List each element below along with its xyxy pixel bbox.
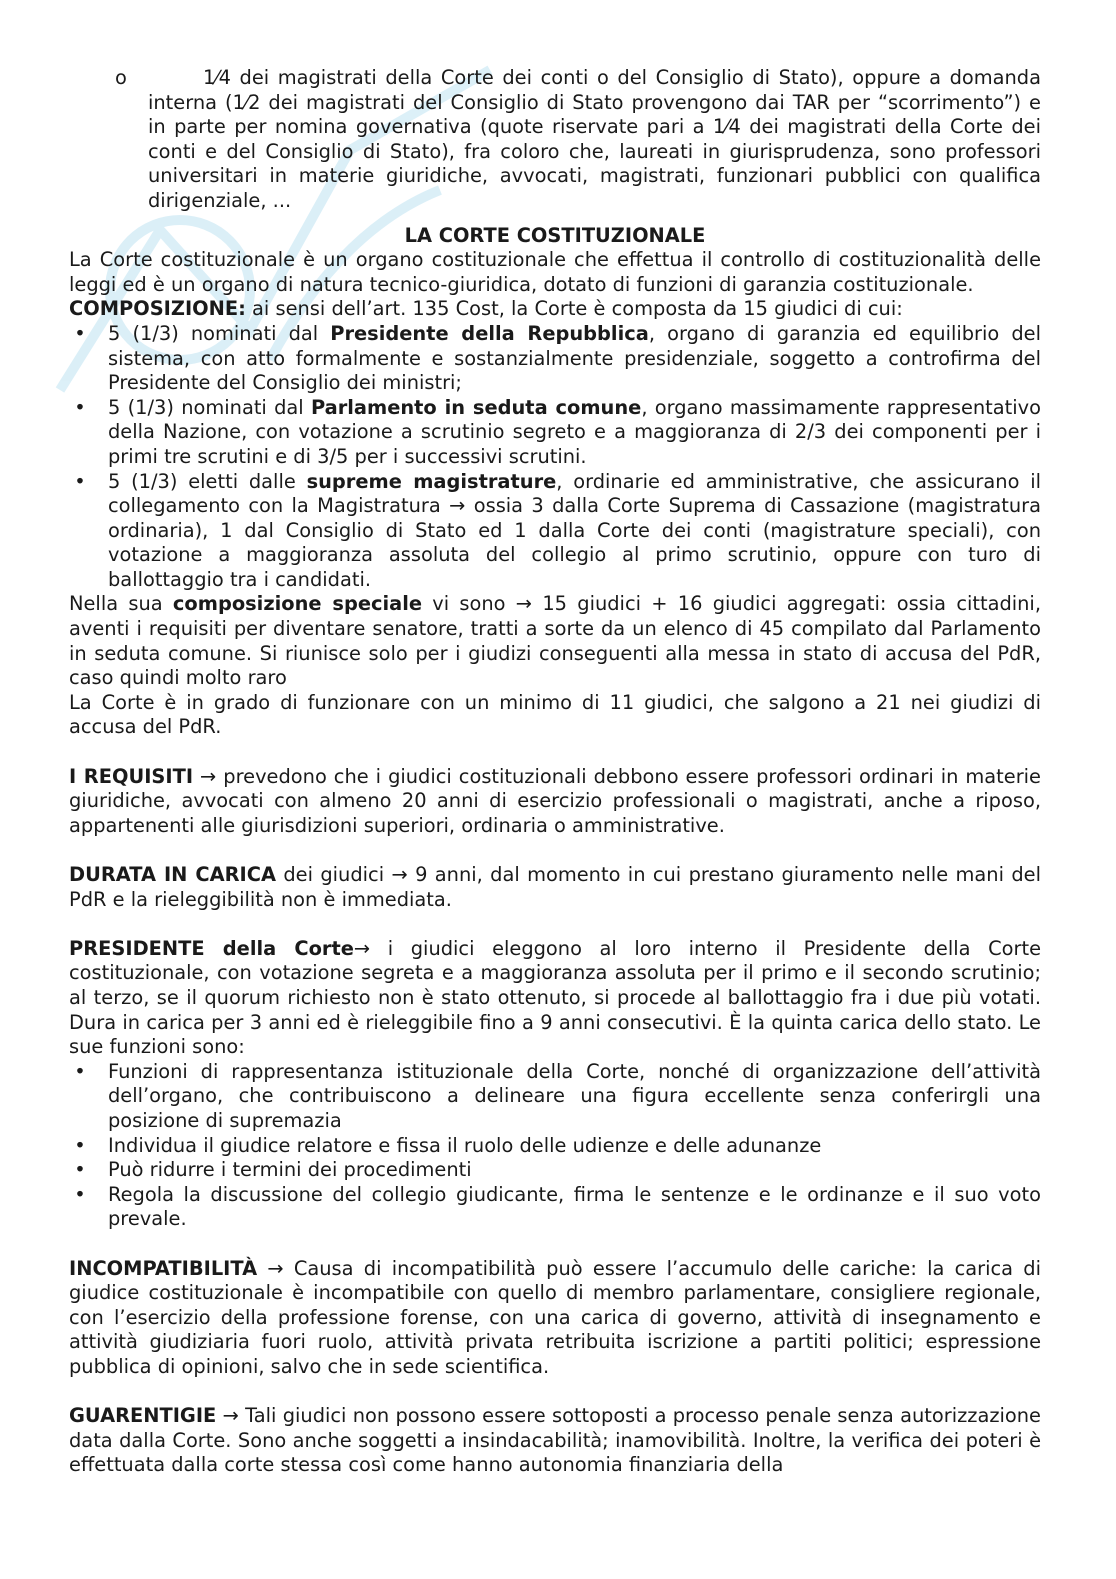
presidente-label: PRESIDENTE della Corte xyxy=(69,936,354,960)
list-item: • Funzioni di rappresentanza istituzionale della Corte, nonché di organizzazione dell’attività dell’organo, che contribuiscono a delineare una figura eccellente senza conferirgli una posizione di supremazia xyxy=(74,1059,1041,1132)
bullet-icon: • xyxy=(74,1133,86,1157)
intro-list-item xyxy=(69,66,1041,214)
bullet-icon: • xyxy=(74,1158,86,1182)
composizione-list xyxy=(69,322,1041,593)
guarentigie-label: GUARENTIGIE xyxy=(69,1404,217,1428)
bullet-icon: • xyxy=(74,469,86,493)
list-item: • Regola la discussione del collegio giudicante, firma le sentenze e le ordinanze e il suo voto prevale. xyxy=(74,1182,1041,1231)
bullet-icon: • xyxy=(74,1182,86,1206)
bullet-icon: • xyxy=(74,1059,86,1083)
document-page xyxy=(69,66,1041,1478)
composizione-text: ai sensi dell’art. 135 Cost, la Corte è composta da 15 giudici di cui: xyxy=(245,297,903,321)
section-title: LA CORTE COSTITUZIONALE xyxy=(404,223,706,247)
bullet-icon: • xyxy=(74,321,86,345)
composizione-label: COMPOSIZIONE: xyxy=(69,297,246,321)
funzionamento-paragraph: La Corte è in grado di funzionare con un minimo di 11 giudici, che salgono a 21 nei giudizi di accusa del PdR. xyxy=(69,690,1041,739)
intro-item-text: 1⁄4 dei magistrati della Corte dei conti o del Consiglio di Stato), oppure a domanda interna (1⁄2 dei magistrati del Consiglio di Stato provengono dai TAR per “scorrimento”) e in parte per nomina governativa (quote riservate pari a 1⁄4 dei magistrati della Corte dei conti e del Consiglio di Stato), fra coloro che, laureati in giurisprudenza, sono professori universitari in materie giuridiche, avvocati, magistrati, funzionari pubblici con qualifica dirigenziale, ... xyxy=(148,66,1041,212)
list-item: • Può ridurre i termini dei procedimenti xyxy=(74,1158,472,1182)
presidente-paragraph: PRESIDENTE della Corte→ i giudici eleggono al loro interno il Presidente della Corte costituzionale, con votazione segreta e a maggioranza assoluta per il primo e il secondo scrutinio; al terzo, se il quorum richiesto non è stato ottenuto, si procede al ballottaggio fra i due più votati. Dura in carica per 3 anni ed è rieleggibile fino a 9 anni consecutivi. È la quinta carica dello stato. Le sue funzioni sono: xyxy=(69,936,1041,1059)
list-item: • 5 (1/3) eletti dalle supreme magistrature, ordinarie ed amministrative, che assicurano il collegamento con la Magistratura → ossia 3 dalla Corte Suprema di Cassazione (magistratura ordinaria), 1 dal Consiglio di Stato ed 1 dalla Corte dei conti (magistrature speciali), con votazione a maggioranza assoluta del collegio al primo scrutinio, oppure con turo di ballottaggio tra i candidati. xyxy=(74,469,1041,591)
presidente-functions-list xyxy=(69,1060,1041,1232)
list-item: • 5 (1/3) nominati dal Parlamento in seduta comune, organo massimamente rappresentativo della Nazione, con votazione a scrutinio segreto e a maggioranza di 2/3 dei componenti per i primi tre scrutini e di 3/5 per i successivi scrutini. xyxy=(74,395,1041,468)
guarentigie-paragraph: GUARENTIGIE → Tali giudici non possono essere sottoposti a processo penale senza autorizzazione data dalla Corte. Sono anche soggetti a insindacabilità; inamovibilità. Inoltre, la verifica dei poteri è effettuata dalla corte stessa così come hanno autonomia finanziaria della xyxy=(69,1404,1041,1477)
list-item: • Individua il giudice relatore e fissa il ruolo delle udienze e delle adunanze xyxy=(74,1133,822,1157)
list-marker: o xyxy=(115,66,127,89)
incompatibilita-paragraph: INCOMPATIBILITÀ → Causa di incompatibilità può essere l’accumulo delle cariche: la carica di giudice costituzionale è incompatibile con quello di membro parlamentare, consigliere regionale, con l’esercizio della professione forense, con una carica di governo, attività di insegnamento e attività giudiziaria fuori ruolo, attività privata retribuita iscrizione a partiti politici; espressione pubblica di opinioni, salvo che in sede scientifica. xyxy=(69,1256,1041,1378)
bullet-icon: • xyxy=(74,395,86,419)
requisiti-paragraph: I REQUISITI → prevedono che i giudici costituzionali debbono essere professori ordinari in materie giuridiche, avvocati con almeno 20 anni di esercizio professionali o magistrati, anche a riposo, appartenenti alle giurisdizioni superiori, ordinaria o amministrative. xyxy=(69,764,1041,837)
list-item: • 5 (1/3) nominati dal Presidente della Repubblica, organo di garanzia ed equilibrio del sistema, con atto formalmente e sostanzialmente presidenziale, soggetto a controfirma del Presidente del Consiglio dei ministri; xyxy=(74,321,1041,395)
speciale-paragraph: Nella sua composizione speciale vi sono → 15 giudici + 16 giudici aggregati: ossia cittadini, aventi i requisiti per diventare senatore, tratti a sorte da un elenco di 45 compilato dal Parlamento in seduta comune. Si riunisce solo per i giudizi conseguenti alla messa in stato di accusa del PdR, caso quindi molto raro xyxy=(69,592,1041,690)
durata-label: DURATA IN CARICA xyxy=(69,863,276,886)
composizione-paragraph xyxy=(69,297,1041,322)
speciale-label: composizione speciale xyxy=(172,592,422,616)
requisiti-label: I REQUISITI xyxy=(69,764,194,788)
incompatibilita-label: INCOMPATIBILITÀ xyxy=(69,1256,258,1280)
durata-paragraph: DURATA IN CARICA dei giudici → 9 anni, dal momento in cui prestano giuramento nelle mani del PdR e la rieleggibilità non è immediata. xyxy=(69,863,1041,911)
definition-paragraph: La Corte costituzionale è un organo costituzionale che effettua il controllo di costituzionalità delle leggi ed è un organo di natura tecnico-giuridica, dotato di funzioni di garanzia costituzionale. xyxy=(69,248,1041,296)
